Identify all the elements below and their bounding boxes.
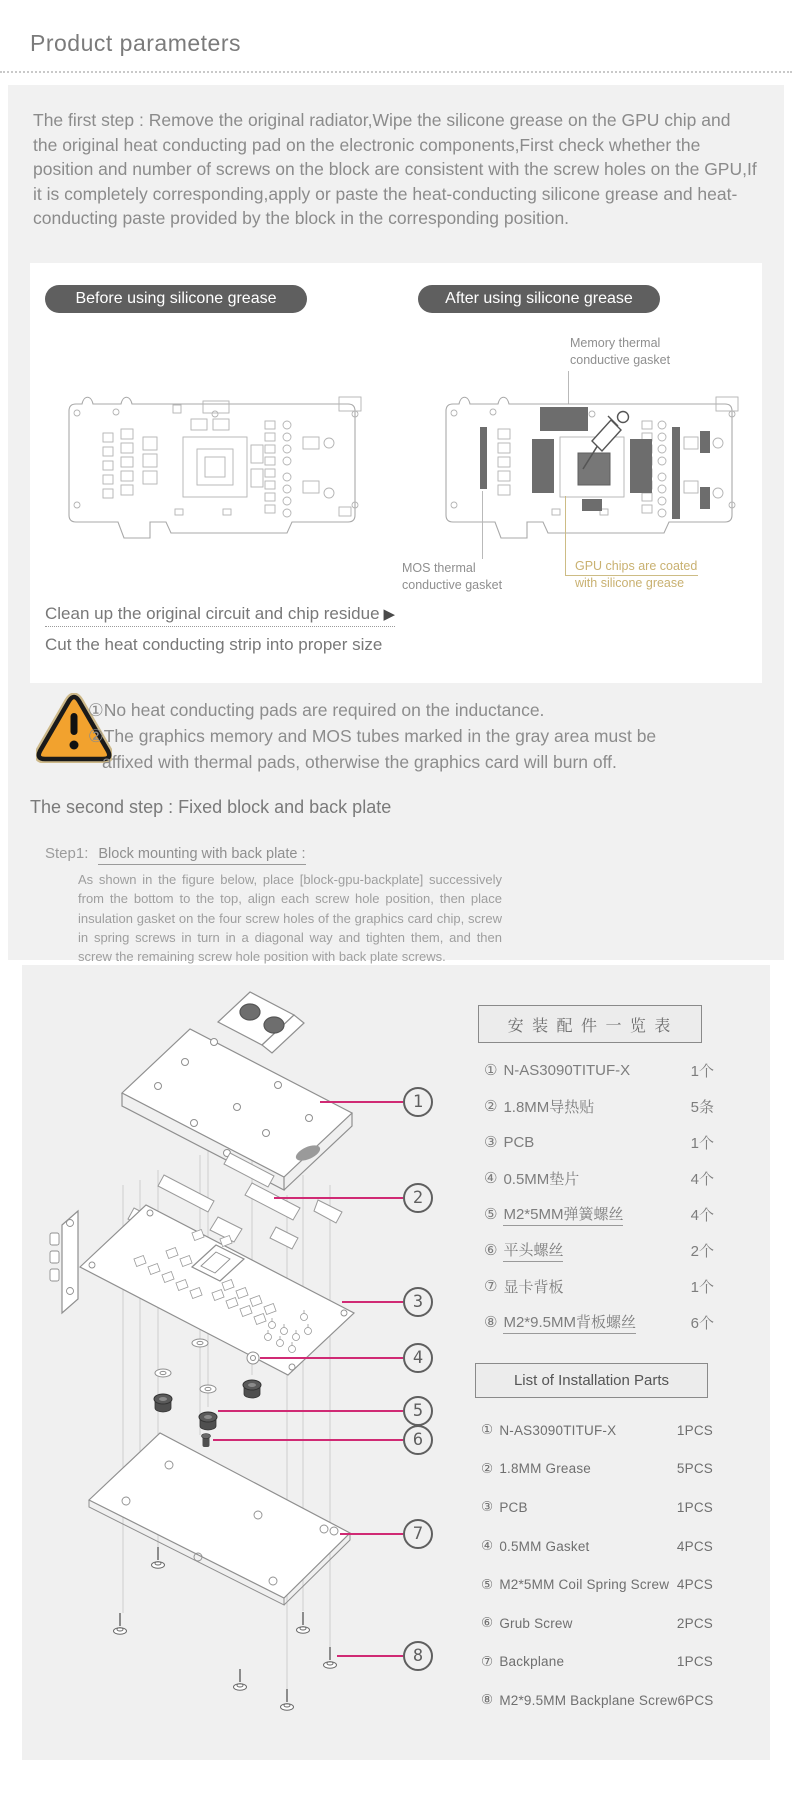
- parts-row-qty: 1PCS: [676, 1654, 713, 1670]
- caption-clean-up: Clean up the original circuit and chip residue ▶: [45, 604, 395, 627]
- backplane-figure: [89, 1433, 350, 1605]
- parts-table-en-header: List of Installation Parts: [475, 1363, 708, 1398]
- caption-cut-strip: Cut the heat conducting strip into proper size: [45, 635, 383, 654]
- badge-after: After using silicone grease: [418, 285, 660, 313]
- callout-3: 3: [403, 1287, 433, 1317]
- installation-diagram-panel: [22, 965, 770, 1760]
- parts-row: [481, 1411, 713, 1450]
- parts-row-name: 0.5MM Gasket: [499, 1538, 590, 1554]
- gpu-grease-leader-line: [565, 496, 566, 576]
- parts-row-qty: 6PCS: [677, 1692, 714, 1708]
- gpu-chip: [578, 453, 610, 485]
- parts-row: [484, 1196, 714, 1232]
- callout-1: 1: [403, 1087, 433, 1117]
- first-step-paragraph: The first step : Remove the original radiator,Wipe the silicone grease on the GPU chip and the original heat conducting pad on the electronic components,First check whether the position and number of screws on the block are consistent with the screw holes on the GPU,If it is completely corresponding,apply or paste the heat-conducting silicone grease and heat-conducting paste provided by the block in the corresponding position.: [33, 110, 757, 228]
- parts-row: [484, 1088, 714, 1124]
- parts-row-number: ②: [481, 1460, 494, 1476]
- parts-row-number: ③: [481, 1499, 494, 1515]
- parts-row-qty: 5条: [690, 1098, 714, 1116]
- step1-heading: Step1: Block mounting with back plate :: [45, 845, 306, 865]
- page-title: Product parameters: [30, 30, 241, 56]
- header-divider: [0, 71, 792, 73]
- parts-row-number: ②: [484, 1098, 498, 1115]
- parts-row-qty: 1PCS: [676, 1422, 713, 1438]
- parts-row-number: ④: [484, 1170, 498, 1187]
- parts-row-name: PCB: [499, 1499, 528, 1515]
- parts-row-number: ⑤: [484, 1206, 498, 1223]
- parts-row: [481, 1643, 713, 1682]
- parts-row-name: M2*5MM Coil Spring Screw: [499, 1577, 670, 1593]
- parts-row-name: Backplane: [499, 1654, 565, 1670]
- callout-5: 5: [403, 1396, 433, 1426]
- parts-row-qty: 4个: [690, 1206, 714, 1224]
- parts-row-qty: 1个: [690, 1134, 714, 1152]
- parts-row-qty: 1个: [690, 1062, 714, 1080]
- step1-title: Block mounting with back plate :: [98, 846, 305, 865]
- parts-row-number: ⑥: [484, 1242, 498, 1259]
- parts-row-name: 平头螺丝: [503, 1239, 563, 1262]
- parts-row-name: N-AS3090TITUF-X: [503, 1061, 631, 1079]
- badge-before: Before using silicone grease: [45, 285, 307, 313]
- parts-row: [481, 1450, 713, 1489]
- parts-row-name: 1.8MM导热贴: [503, 1098, 595, 1116]
- parts-row: [481, 1604, 713, 1643]
- parts-row: [484, 1124, 714, 1160]
- parts-row-number: ④: [481, 1538, 494, 1554]
- parts-row-qty: 4PCS: [676, 1538, 713, 1554]
- parts-row-number: ①: [484, 1062, 498, 1079]
- parts-row-name: M2*5MM弹簧螺丝: [503, 1203, 623, 1226]
- insulation-gasket-ring: [247, 1352, 259, 1364]
- parts-row-number: ⑧: [484, 1314, 498, 1331]
- parts-row: [481, 1565, 713, 1604]
- parts-row: [481, 1527, 713, 1566]
- parts-row-name: Grub Screw: [499, 1615, 573, 1631]
- parts-row-name: N-AS3090TITUF-X: [499, 1422, 617, 1438]
- callout-6: 6: [403, 1425, 433, 1455]
- parts-row-name: M2*9.5MM背板螺丝: [503, 1311, 636, 1334]
- parts-row-name: 显卡背板: [503, 1278, 564, 1296]
- silicone-grease-figure: [30, 263, 762, 683]
- parts-row-name: 0.5MM垫片: [503, 1170, 580, 1188]
- parts-row-qty: 2PCS: [676, 1615, 713, 1631]
- parts-row-name: 1.8MM Grease: [499, 1461, 591, 1477]
- warning-text: ①No heat conducting pads are required on the inductance. ②The graphics memory and MOS tubes marked in the gray area must be affixed with thermal pads, otherwise the graphics card will burn off.: [88, 700, 657, 772]
- memory-gasket-label: Memory thermal conductive gasket: [570, 336, 671, 367]
- callout-8: 8: [403, 1641, 433, 1671]
- parts-row-number: ⑦: [481, 1653, 494, 1669]
- parts-row-name: M2*9.5MM Backplane Screw: [499, 1692, 678, 1708]
- parts-row: [484, 1160, 714, 1196]
- pcb-after-figure: [432, 381, 752, 561]
- parts-row: [484, 1232, 714, 1268]
- second-step-heading: The second step : Fixed block and back plate: [30, 797, 392, 817]
- parts-row: [484, 1052, 714, 1088]
- parts-row-number: ⑧: [481, 1692, 494, 1708]
- parts-row-qty: 5PCS: [676, 1461, 713, 1477]
- mos-gasket-label: MOS thermal conductive gasket: [402, 561, 503, 592]
- callout-2: 2: [403, 1183, 433, 1213]
- parts-row: [481, 1488, 713, 1527]
- step1-body: As shown in the figure below, place [block-gpu-backplate] successively from the bottom to the top, align each screw hole position, then place insulation gasket on the four screw holes of the graphics card chip, screw in spring screws in turn in a diagonal way and tighten them, and then screw the remaining screw hole position with back plate screws.: [78, 872, 502, 965]
- callout-7: 7: [403, 1519, 433, 1549]
- parts-row-qty: 2个: [690, 1242, 714, 1260]
- parts-row-qty: 1个: [690, 1278, 714, 1296]
- parts-table-en: [481, 1411, 713, 1720]
- parts-row: [481, 1681, 713, 1720]
- parts-row-qty: 4个: [690, 1170, 714, 1188]
- parts-table-cn-header: 安 装 配 件 一 览 表: [478, 1005, 702, 1043]
- parts-row-number: ⑦: [484, 1278, 498, 1295]
- gpu-grease-label: GPU chips are coated with silicone grease: [575, 559, 698, 590]
- arrow-right-icon: ▶: [383, 606, 396, 623]
- pcb-before-figure: [55, 381, 375, 561]
- parts-row: [484, 1268, 714, 1304]
- parts-row-number: ③: [484, 1134, 498, 1151]
- gaskets-and-screws: [154, 1339, 261, 1447]
- parts-row-qty: 6个: [690, 1314, 714, 1332]
- parts-row-number: ①: [481, 1422, 494, 1438]
- parts-row: [484, 1304, 714, 1340]
- parts-table-cn: [484, 1052, 714, 1340]
- parts-row-number: ⑤: [481, 1576, 494, 1592]
- section-first-step: [8, 85, 784, 965]
- mos-gasket-leader-line: [482, 491, 483, 559]
- parts-row-name: PCB: [503, 1133, 535, 1151]
- parts-row-qty: 4PCS: [676, 1577, 713, 1593]
- callout-4: 4: [403, 1343, 433, 1373]
- parts-row-qty: 1PCS: [676, 1499, 713, 1515]
- parts-row-number: ⑥: [481, 1615, 494, 1631]
